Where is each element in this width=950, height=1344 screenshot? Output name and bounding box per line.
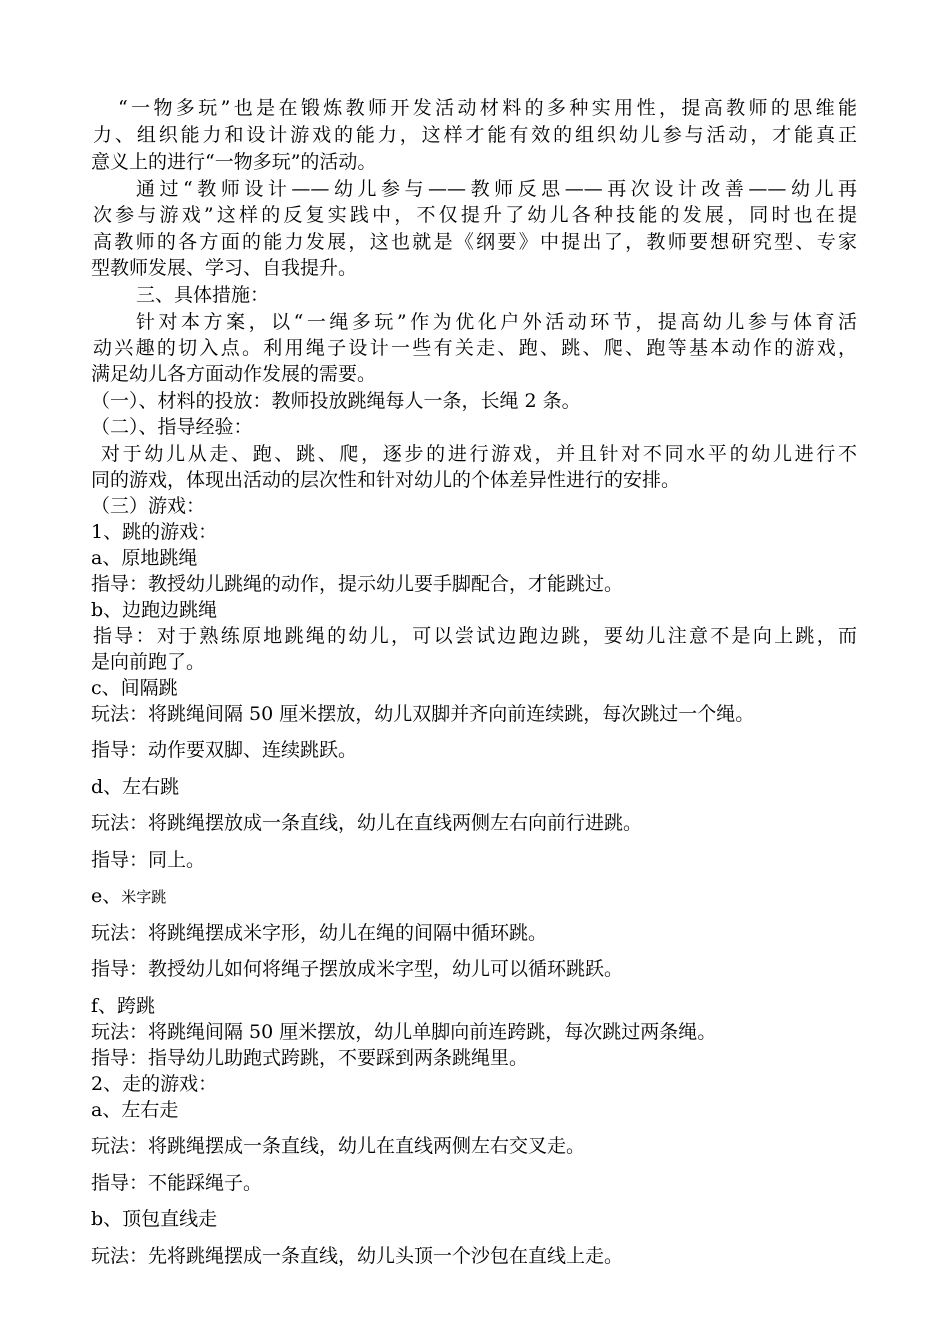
subsection-heading: （三）游戏： [91,495,206,517]
paragraph-line: 对于幼儿从走、跑、跳、爬，逐步的进行游戏，并且针对不同水平的幼儿进行不 [101,443,857,465]
subsection-heading: （一）、材料的投放：教师投放跳绳每人一条，长绳 2 条。 [91,390,581,412]
paragraph-line: 动兴趣的切入点。利用绳子设计一些有关走、跑、跳、爬、跑等基本动作的游戏， [93,337,857,359]
paragraph-line: 通过“教师设计——幼儿参与——教师反思——再次设计改善——幼儿再 [136,178,857,200]
game-guide: 指导：教授幼儿如何将绳子摆放成米字型，幼儿可以循环跳跃。 [91,958,624,980]
game-title: b、边跑边跳绳 [91,599,218,621]
game-title-prefix: e、 [91,885,122,907]
subsection-heading: （二）、指导经验： [91,416,253,438]
game-guide: 指导：动作要双脚、连续跳跃。 [91,739,358,761]
game-title: c、间隔跳 [91,677,178,699]
game-title: a、原地跳绳 [91,547,198,569]
game-title: b、顶包直线走 [91,1208,218,1230]
paragraph-line: 针对本方案，以“一绳多玩”作为优化户外活动环节，提高幼儿参与体育活 [136,311,857,333]
paragraph-line: 同的游戏，体现出活动的层次性和针对幼儿的个体差异性进行的安排。 [91,469,681,491]
game-title: f、跨跳 [91,995,156,1017]
game-category-heading: 2、走的游戏： [91,1073,218,1095]
game-play: 玩法：将跳绳摆成一条直线，幼儿在直线两侧左右交叉走。 [91,1135,586,1157]
game-play: 玩法：将跳绳摆成米字形，幼儿在绳的间隔中循环跳。 [91,922,548,944]
game-guide: 指导：对于熟练原地跳绳的幼儿，可以尝试边跑边跳，要幼儿注意不是向上跳，而 [93,625,857,647]
game-title-name: 米字跳 [121,888,167,906]
game-title [91,884,166,909]
paragraph-line: 满足幼儿各方面动作发展的需要。 [91,363,377,385]
paragraph-line: 力、组织能力和设计游戏的能力，这样才能有效的组织幼儿参与活动，才能真正 [93,124,857,146]
game-guide: 指导：指导幼儿助跑式跨跳，不要踩到两条跳绳里。 [91,1047,529,1069]
paragraph-line: “一物多玩”也是在锻炼教师开发活动材料的多种实用性，提高教师的思维能 [118,97,857,119]
game-play: 玩法：将跳绳间隔 50 厘米摆放，幼儿单脚向前连跨跳，每次跳过两条绳。 [91,1021,717,1043]
game-play: 玩法：将跳绳间隔 50 厘米摆放，幼儿双脚并齐向前连续跳，每次跳过一个绳。 [91,703,755,725]
paragraph-line: 型教师发展、学习、自我提升。 [91,257,358,279]
section-heading: 三、具体措施： [136,284,270,306]
game-guide: 指导：同上。 [91,849,206,871]
game-play: 玩法：将跳绳摆放成一条直线，幼儿在直线两侧左右向前行进跳。 [91,812,643,834]
paragraph-line: 意义上的进行“一物多玩”的活动。 [91,151,377,173]
paragraph-line: 高教师的各方面的能力发展，这也就是《纲要》中提出了，教师要想研究型、专家 [93,231,857,253]
game-title: d、左右跳 [91,776,180,798]
game-play: 玩法：先将跳绳摆成一条直线，幼儿头顶一个沙包在直线上走。 [91,1245,624,1267]
game-guide: 是向前跑了。 [91,651,206,673]
game-guide: 指导：教授幼儿跳绳的动作，提示幼儿要手脚配合，才能跳过。 [91,573,624,595]
game-title: a、左右走 [91,1099,179,1121]
game-guide: 指导：不能踩绳子。 [91,1172,263,1194]
game-category-heading: 1、跳的游戏： [91,521,218,543]
paragraph-line: 次参与游戏”这样的反复实践中，不仅提升了幼儿各种技能的发展，同时也在提 [93,204,857,226]
